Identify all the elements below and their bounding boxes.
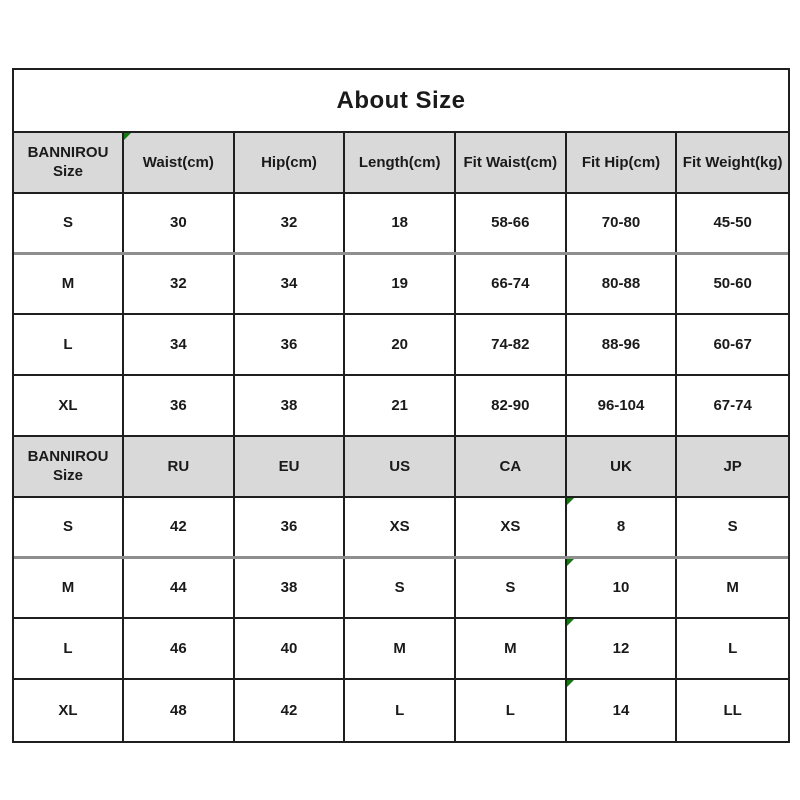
- data-cell: [345, 194, 456, 252]
- cell-value: 21: [391, 396, 408, 414]
- cell-value: 32: [169, 275, 187, 293]
- header-cell: [567, 133, 678, 192]
- data-cell: [567, 559, 678, 618]
- cell-value: 67-74: [713, 396, 752, 414]
- data-cell: [235, 194, 346, 252]
- cell-value: 42: [169, 517, 187, 535]
- header-cell-label: Fit Waist(cm): [463, 153, 558, 171]
- size-table: [12, 68, 790, 743]
- data-cell: [235, 680, 346, 741]
- data-cell: [124, 194, 235, 252]
- data-cell: [567, 315, 678, 374]
- data-cell: [124, 498, 235, 556]
- header-cell-label: EU: [278, 457, 300, 475]
- section-1-row-s: [14, 194, 788, 255]
- data-cell: [235, 559, 346, 618]
- cell-value: M: [393, 640, 406, 658]
- cell-value: 8: [616, 517, 626, 535]
- section-2-row-l: [14, 619, 788, 680]
- section-2-row-xl: [14, 680, 788, 741]
- header-cell: [235, 437, 346, 496]
- cell-value: 48: [169, 701, 187, 719]
- data-cell: [456, 680, 567, 741]
- header-cell: [345, 437, 456, 496]
- header-cell: [14, 133, 124, 192]
- header-cell: [677, 133, 788, 192]
- data-cell: [345, 315, 456, 374]
- cell-value: 50-60: [713, 275, 752, 293]
- size-table-body: [14, 133, 788, 741]
- cell-value: 88-96: [601, 336, 641, 354]
- cell-value: 12: [612, 640, 630, 658]
- cell-value: M: [61, 275, 75, 293]
- cell-value: 38: [280, 396, 298, 414]
- excel-corner-marker-icon: [567, 498, 574, 505]
- data-cell: [456, 376, 567, 435]
- data-cell: [456, 498, 567, 556]
- cell-value: 36: [169, 396, 187, 414]
- cell-value: S: [505, 579, 516, 597]
- data-cell: [567, 680, 678, 741]
- header-cell-label: Fit Weight(kg): [682, 153, 783, 171]
- header-cell-label: UK: [610, 457, 632, 475]
- data-cell: [14, 255, 124, 314]
- header-cell-label: Waist(cm): [142, 153, 214, 171]
- section-2-row-m: [14, 559, 788, 620]
- cell-value: 70-80: [601, 213, 641, 231]
- data-cell: [235, 255, 346, 314]
- cell-value: 46: [169, 640, 187, 658]
- data-cell: [124, 559, 235, 618]
- excel-corner-marker-icon: [567, 559, 574, 566]
- section-1-row-l: [14, 315, 788, 376]
- cell-value: L: [728, 640, 738, 658]
- cell-value: XS: [500, 517, 521, 535]
- header-cell-label: BANNIROU Size: [27, 143, 109, 181]
- header-cell-label: Length(cm): [358, 153, 441, 171]
- cell-value: 60-67: [713, 336, 752, 354]
- data-cell: [235, 376, 346, 435]
- data-cell: [345, 255, 456, 314]
- header-cell: [235, 133, 346, 192]
- data-cell: [677, 255, 788, 314]
- excel-corner-marker-icon: [124, 133, 131, 140]
- data-cell: [124, 376, 235, 435]
- data-cell: [14, 559, 124, 618]
- data-cell: [567, 498, 678, 556]
- section-2-header-row: [14, 437, 788, 498]
- cell-value: S: [727, 517, 738, 535]
- cell-value: 45-50: [713, 213, 752, 231]
- data-cell: [235, 498, 346, 556]
- cell-value: 34: [280, 275, 298, 293]
- cell-value: 32: [280, 213, 298, 231]
- header-cell-label: Fit Hip(cm): [581, 153, 661, 171]
- data-cell: [345, 680, 456, 741]
- data-cell: [14, 376, 124, 435]
- table-title: About Size: [14, 70, 788, 133]
- cell-value: L: [505, 701, 515, 719]
- section-1-row-xl: [14, 376, 788, 437]
- data-cell: [456, 619, 567, 678]
- excel-corner-marker-icon: [567, 680, 574, 687]
- cell-value: M: [504, 640, 517, 658]
- data-cell: [456, 559, 567, 618]
- header-cell-label: RU: [167, 457, 190, 475]
- data-cell: [345, 559, 456, 618]
- data-cell: [567, 619, 678, 678]
- section-1-row-m: [14, 255, 788, 316]
- cell-value: L: [63, 640, 73, 658]
- cell-value: LL: [723, 701, 742, 719]
- cell-value: M: [726, 579, 739, 597]
- cell-value: 42: [280, 701, 298, 719]
- data-cell: [677, 559, 788, 618]
- excel-corner-marker-icon: [567, 619, 574, 626]
- data-cell: [345, 376, 456, 435]
- data-cell: [124, 315, 235, 374]
- data-cell: [124, 619, 235, 678]
- data-cell: [456, 255, 567, 314]
- data-cell: [677, 376, 788, 435]
- data-cell: [456, 315, 567, 374]
- data-cell: [677, 315, 788, 374]
- cell-value: XL: [58, 396, 78, 414]
- cell-value: XL: [58, 701, 78, 719]
- data-cell: [677, 619, 788, 678]
- data-cell: [235, 315, 346, 374]
- cell-value: 80-88: [601, 275, 641, 293]
- cell-value: 96-104: [597, 396, 645, 414]
- data-cell: [14, 315, 124, 374]
- cell-value: 38: [280, 579, 298, 597]
- header-cell-label: JP: [723, 457, 742, 475]
- cell-value: S: [62, 517, 73, 535]
- data-cell: [677, 498, 788, 556]
- section-2-row-s: [14, 498, 788, 559]
- data-cell: [124, 680, 235, 741]
- cell-value: M: [61, 579, 75, 597]
- header-cell: [677, 437, 788, 496]
- cell-value: 58-66: [491, 213, 530, 231]
- header-cell-label: CA: [499, 457, 522, 475]
- header-cell: [124, 133, 235, 192]
- header-cell: [14, 437, 124, 496]
- header-cell-label: Hip(cm): [261, 153, 317, 171]
- cell-value: 19: [391, 275, 408, 293]
- data-cell: [456, 194, 567, 252]
- cell-value: 14: [612, 701, 630, 719]
- data-cell: [345, 619, 456, 678]
- header-cell: [124, 437, 235, 496]
- cell-value: L: [395, 701, 405, 719]
- cell-value: 36: [280, 336, 298, 354]
- data-cell: [14, 680, 124, 741]
- cell-value: 18: [391, 213, 408, 231]
- header-cell: [456, 437, 567, 496]
- cell-value: 66-74: [491, 275, 530, 293]
- data-cell: [567, 194, 678, 252]
- cell-value: 10: [612, 579, 630, 597]
- data-cell: [124, 255, 235, 314]
- cell-value: S: [62, 213, 73, 231]
- header-cell-label: BANNIROU Size: [27, 447, 109, 485]
- data-cell: [677, 194, 788, 252]
- cell-value: 30: [169, 213, 187, 231]
- cell-value: 40: [280, 640, 298, 658]
- cell-value: XS: [389, 517, 410, 535]
- cell-value: 82-90: [491, 396, 530, 414]
- header-cell: [456, 133, 567, 192]
- data-cell: [14, 498, 124, 556]
- data-cell: [677, 680, 788, 741]
- cell-value: 34: [169, 336, 187, 354]
- header-cell: [345, 133, 456, 192]
- cell-value: 74-82: [491, 336, 530, 354]
- data-cell: [567, 255, 678, 314]
- cell-value: 36: [280, 517, 298, 535]
- data-cell: [14, 194, 124, 252]
- section-1-header-row: [14, 133, 788, 194]
- data-cell: [345, 498, 456, 556]
- data-cell: [235, 619, 346, 678]
- cell-value: 44: [169, 579, 187, 597]
- header-cell-label: US: [389, 457, 411, 475]
- header-cell: [567, 437, 678, 496]
- cell-value: S: [394, 579, 405, 597]
- data-cell: [567, 376, 678, 435]
- data-cell: [14, 619, 124, 678]
- cell-value: L: [63, 336, 73, 354]
- cell-value: 20: [391, 336, 408, 354]
